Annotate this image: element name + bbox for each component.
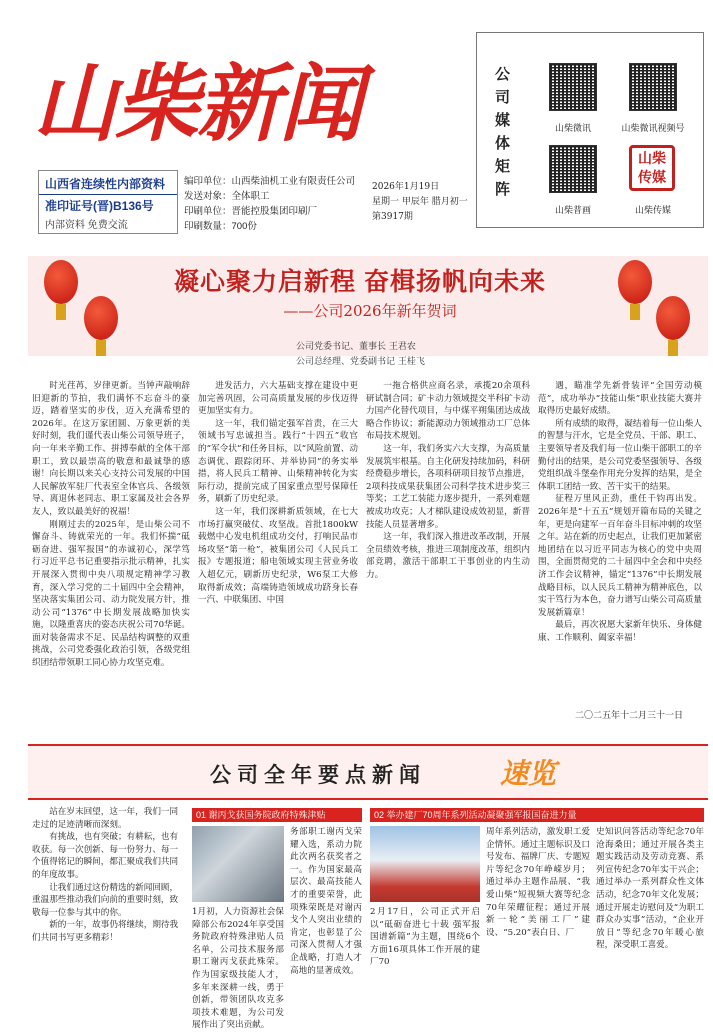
news-item-2-text: 史知识问答活动等纪念70年沧海桑田；通过开展各类主题实践活动及劳动竞赛、系列宣传纪念70年实干兴企；通过举办一系列群众性文体活动，纪念70年文化发展；通过开展走访慰问及“为职工群众办实事”活动，“企业开放日”等纪念70年暖心旅程，深受职工喜爱。 <box>596 827 704 951</box>
article-subheadline: ——公司2026年新年贺词 <box>283 302 457 320</box>
registration-line1: 山西省连续性内部资料 <box>39 171 177 195</box>
article-date: 二〇二五年十二月三十一日 <box>575 711 684 721</box>
media-matrix-title: 公司媒体矩阵 <box>495 65 511 198</box>
article-column-2 <box>198 380 358 720</box>
news-banner-title: 公司全年要点新闻 <box>210 764 426 787</box>
qr-label: 山柴微讯 <box>554 123 591 133</box>
qr-label: 山柴普画 <box>554 205 591 215</box>
news-item-1-text: 务部职工谢丙戈荣耀入选，系动力院此次两名获奖者之一。作为国家最高层次、最高技能人才的重要荣誉，此项殊荣既是对谢丙戈个人突出业绩的肯定，也彰显了公司深入贯彻人才强企战略，打造人才高地的显著成效。 <box>290 827 362 976</box>
registration-line3: 内部资料 免费交流 <box>45 220 128 231</box>
registration-line2: 准印证号(晋)B136号 <box>45 199 154 213</box>
qr-code-icon <box>549 63 597 111</box>
news-item-1-text: 1月初，人力资源社会保障部公布2024年享受国务院政府特殊津贴人员名单，公司技术服务部职工谢丙戈获此殊荣。作为国家级技能人才，多年来深耕一线，勇于创新，带领团队攻克多项技术难题，为公司发展作出了突出贡献。 <box>192 907 284 1031</box>
paragraph: 征程万里风正劲，重任千钧再出发。2026年是“十五五”规划开篇布局的关键之年，更是向建军一百年奋斗目标冲刺的攻坚之年。站在新的历史起点，让我们更加紧密地团结在以习近平同志为核心的党中央周围，全面贯彻党的二十届四中全会和中央经济工作会议精神，锚定“1376”中长期发展战略目标，以人民兵工精神为精神底色，以实干笃行为本色，奋力谱写山柴公司高质量发展新篇章！ <box>538 494 702 618</box>
publisher-line: 印刷单位：晋能控股集团印刷厂 <box>184 206 318 217</box>
news-banner-accent: 速览 <box>500 758 557 789</box>
news-item-2-header: 02 举办建厂70周年系列活动凝聚强军报国奋进力量 <box>370 808 704 822</box>
paragraph: 站在岁末回望，这一年，我们一同走过的足迹清晰而深刻。 <box>32 807 179 830</box>
news-intro <box>32 806 186 986</box>
paragraph: 这一年，我们深入推进改革改制，开展全员绩效考核，推进三项制度改革，组织内部竞聘，激活干部职工干事创业的内生动力。 <box>366 532 530 580</box>
paragraph: 有挑战，也有突破；有耕耘，也有收获。每一次创新、每一份努力、每一个值得铭记的瞬间，都汇聚成我们共同的年度故事。 <box>32 832 179 880</box>
paragraph: 这一年，我们务实六大支撑，为高质量发展筑牢根基。自主化研发持续加码，科研经费稳步增长，各项科研项目按节点推进，2项科技成果获集团公司科学技术进步奖三等奖；工艺工装能力逐步提升，一系列难题被成功攻克；人才梯队建设成效初显，新晋技能人员显著增多。 <box>366 443 530 530</box>
publisher-info <box>184 174 384 234</box>
article-column-3 <box>366 380 530 720</box>
lantern-icon <box>44 260 78 304</box>
news-item-2-text: 2月17日，公司正式开启以“砥砺奋进七十载 强军报国谱新篇”为主题，围绕6个方面16项具体工作开展的建厂70 <box>370 907 480 968</box>
news-item-1-header: 01 谢丙戈获国务院政府特殊津贴 <box>192 808 362 822</box>
date-line: 2026年1月19日 <box>372 182 440 192</box>
qr-code-icon <box>549 145 597 193</box>
date-line: 星期一 甲辰年 腊月初一 <box>372 197 468 207</box>
news-item-1-photo <box>192 826 284 902</box>
paragraph: 新的一年，故事仍将继续，期待我们共同书写更多精彩！ <box>32 920 179 943</box>
paragraph: 进发活力，六大基础支撑在建设中更加完善巩固，公司高质量发展的步伐迈得更加坚实有力。 <box>198 381 358 417</box>
paragraph: 时光荏苒，岁律更新。当钟声敲响辞旧迎新的节拍，我们满怀不忘奋斗的豪迈，踏着坚实的步伐，迈入充满希望的2026年。在这万家团圆、万象更新的美好时刻，我们谨代表山柴公司领导班子，向一年来辛勤工作、拼搏奉献的全体干部职工，致以最崇高的敬意和最诚挚的感谢！向长期以来关心支持公司发展的中国人民解放军驻厂代表室全体官兵、各级领导、离退休老同志、职工家属及社会各界友人，致以最美好的祝福！ <box>32 381 190 517</box>
article-headline: 凝心聚力启新程 奋楫扬帆向未来 <box>174 268 546 296</box>
byline-line: 公司总经理、党委副书记 王桂飞 <box>296 357 425 367</box>
qr-code-icon <box>629 63 677 111</box>
news-item-2-photo <box>370 826 480 902</box>
issue-number: 第3917期 <box>372 212 413 222</box>
article-byline <box>296 340 456 370</box>
publisher-line: 编印单位：山西柴油机工业有限责任公司 <box>184 176 356 187</box>
paragraph: 遇，瞄准学先新骨装评“全国劳动模范”，成功举办“技能山柴”职业技能大赛并取得历史最好成绩。 <box>538 381 702 417</box>
paragraph: 刚刚过去的2025年，是山柴公司不懈奋斗、铸就荣光的一年。我们怀揣“砥砺奋进、强军报国”的赤诚初心，深学笃行习近平总书记重要指示批示精神，扎实开展深入贯彻中央八项规定精神学习教育，深入学习党的二十届四中全会精神，坚决落实集团公司、动力院发展方针，推动公司“1376”中长期发展战略加快实施，以隆重喜庆的姿态庆祝公司70华诞。面对装备需求不足、民品结构调整的双重挑战，公司党委强化政治引领，各级党组织团结带领职工同心协力攻坚克难。 <box>32 519 190 669</box>
media-matrix-box <box>476 32 704 228</box>
paragraph: 一拖合格供应商名录，承揽20余项科研试制合同；矿卡动力领域提交半科矿卡动力国产化替代项目，与中煤平朔集团达成战略合作协议；新能源动力领域推动工厂总体布局技术规划。 <box>366 381 530 442</box>
article-column-4 <box>538 380 702 700</box>
registration-box <box>38 170 178 234</box>
paragraph: 最后，再次祝愿大家新年快乐、身体健康、工作顺利、阖家幸福！ <box>538 620 702 643</box>
paragraph: 所有成绩的取得，凝结着每一位山柴人的智慧与汗水，它是全党员、干部、职工、主要领导者及我们每一位山柴干部职工的辛勤付出的结果，是公司党委坚强领导、各级党组织战斗堡垒作用充分发挥的结果，是全体职工团结一致、苦干实干的结果。 <box>538 418 702 492</box>
qr-label: 山柴传媒 <box>634 205 671 215</box>
article-column-1 <box>32 380 190 720</box>
publisher-line: 印刷数量：700份 <box>184 221 257 232</box>
lantern-icon <box>656 296 690 340</box>
byline-line: 公司党委书记、董事长 王君农 <box>296 342 416 352</box>
paragraph: 让我们通过这份精选的新闻回顾，重温那些推动我们向前的重要时刻，致敬每一位参与其中的你。 <box>32 882 179 918</box>
paragraph: 这一年，我们深耕新质领域，在七大市场打赢突破仗、攻坚战。首批1800kW载燃中心发电机组成功交付，打响民品市场攻坚“第一枪”，被集团公司《人民兵工报》专题报道；船电领域实现主营业务收入超亿元，刷新历史纪录，W6泵工大修取得新成效；高端铸造领域成功跻身长春一汽、中联集团、中国 <box>198 506 358 606</box>
newspaper-logo: 山柴新闻 <box>27 54 381 153</box>
issue-date <box>372 180 472 225</box>
lantern-icon <box>84 296 118 340</box>
qr-label: 山柴微讯视频号 <box>621 123 685 133</box>
lantern-icon <box>618 260 652 304</box>
paragraph: 这一年，我们锚定强军首责，在三大领域书写忠诚担当。践行“十四五”收官的“军令状”和任务目标，以“风险前置、动态调优、跟踪闭环、并举协同”的务实举措，将人民兵工精神、山柴精神转化为实际行动，提前完成了国家重点型号保障任务，刷新了历史纪录。 <box>198 418 358 505</box>
publisher-line: 发送对象：全体职工 <box>184 191 270 202</box>
news-item-2-text: 周年系列活动，激发职工爱企情怀。通过主题标识及口号发布、福牌厂庆、专题短片等纪念70年峥嵘岁月；通过举办主题作品展、“我爱山柴”短视频大赛等纪念70年荣耀征程；通过开展新一轮“美丽工厂”建设、“5.20”表白日、厂 <box>486 827 590 938</box>
media-badge-icon: 山柴传媒 <box>629 145 675 191</box>
